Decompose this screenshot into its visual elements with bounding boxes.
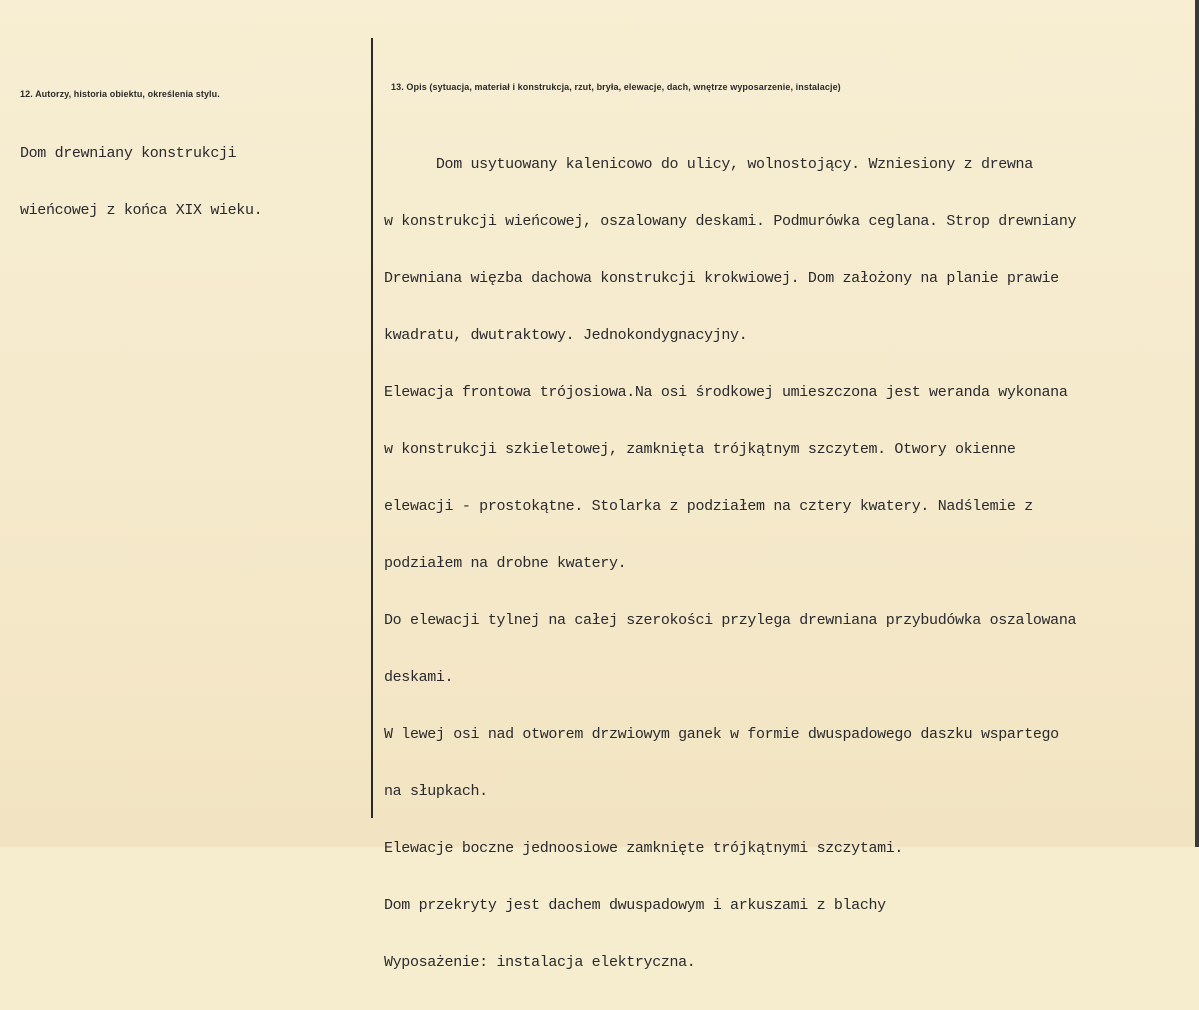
section-12-line: Dom drewniany konstrukcji: [20, 145, 237, 162]
section-13-line: Elewacje boczne jednoosiowe zamknięte trójkątnymi szczytami.: [384, 840, 904, 857]
section-13-line: deskami.: [384, 669, 454, 686]
section-13-line: Wyposażenie: instalacja elektryczna.: [384, 954, 696, 971]
section-13-line: w konstrukcji szkieletowej, zamknięta trójkątnym szczytem. Otwory okienne: [384, 441, 1016, 458]
section-12-line: wieńcowej z końca XIX wieku.: [20, 202, 263, 219]
section-13-line: Drewniana więzba dachowa konstrukcji krokwiowej. Dom założony na planie prawie: [384, 270, 1059, 287]
section-12-heading: 12. Autorzy, historia obiektu, określenia stylu.: [20, 89, 220, 99]
section-13-line: Do elewacji tylnej na całej szerokości przylega drewniana przybudówka oszalowana: [384, 612, 1077, 629]
section-13-line: podziałem na drobne kwatery.: [384, 555, 627, 572]
section-13-line: Dom usytuowany kalenicowo do ulicy, wolnostojący. Wzniesiony z drewna: [384, 156, 1033, 173]
section-13-line: Elewacja frontowa trójosiowa.Na osi środkowej umieszczona jest weranda wykonana: [384, 384, 1068, 401]
column-divider: [371, 38, 373, 818]
section-13-line: elewacji - prostokątne. Stolarka z podziałem na cztery kwatery. Nadślemie z: [384, 498, 1033, 515]
section-13-line: w konstrukcji wieńcowej, oszalowany deskami. Podmurówka ceglana. Strop drewniany: [384, 213, 1077, 230]
section-13-line: na słupkach.: [384, 783, 488, 800]
section-13-line: W lewej osi nad otworem drzwiowym ganek w formie dwuspadowego daszku wspartego: [384, 726, 1059, 743]
section-13-heading: 13. Opis (sytuacja, materiał i konstrukcja, rzut, bryła, elewacje, dach, wnętrze wyposarzenie, instalacje): [391, 82, 841, 92]
section-12-text: [20, 106, 262, 258]
section-13-line: Dom przekryty jest dachem dwuspadowym i arkuszami z blachy: [384, 897, 886, 914]
section-13-line: kwadratu, dwutraktowy. Jednokondygnacyjny.: [384, 327, 748, 344]
section-13-text: [384, 117, 1076, 1010]
